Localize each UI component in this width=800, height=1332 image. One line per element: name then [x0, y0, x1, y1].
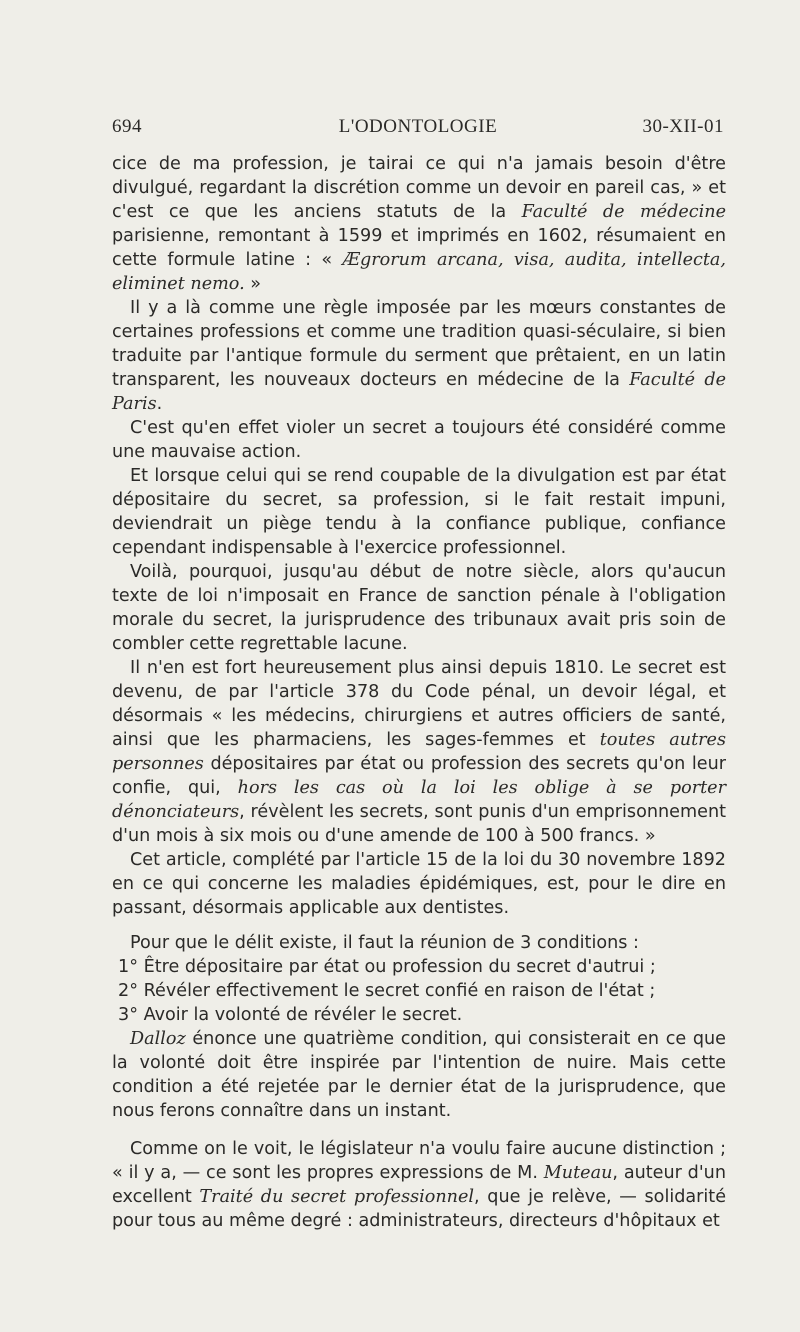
page-number: 694: [112, 116, 142, 137]
paragraph: [112, 1027, 726, 1123]
italic-text: Muteau: [543, 1163, 613, 1183]
condition-item: 3° Avoir la volonté de révéler le secret.: [118, 1005, 463, 1025]
text-run: »: [244, 274, 262, 294]
italic-text: Faculté de médecine: [521, 202, 726, 222]
paragraph: Et lorsque celui qui se rend coupable de la divulgation est par état dépositaire du secret, sa profession, si le fait restait impuni, deviendrait un piège tendu à la confiance publique, confiance cependant indispensable à l'exercice professionnel.: [112, 466, 726, 558]
paragraph: Pour que le délit existe, il faut la réunion de 3 conditions :: [130, 933, 639, 953]
journal-title: L'ODONTOLOGIE: [338, 116, 498, 137]
text-run: Il n'en est fort heureusement plus ainsi depuis 1810. Le secret est devenu, de par l'article 378 du Code pénal, un devoir légal, et désormais « les médecins, chirurgiens et autres officiers de santé, ainsi que les pharmaciens, les sages-femmes et: [112, 658, 726, 750]
running-header: [112, 116, 724, 142]
paragraph: [112, 296, 726, 416]
text-run: Comme on le voit, le législateur n'a voulu faire aucune distinction ; « il y a, — ce sont les propres expressions de M.: [112, 1139, 726, 1183]
text-run: , auteur d'un excellent: [112, 1163, 726, 1207]
italic-text: Traité du secret professionnel: [199, 1187, 475, 1207]
paragraph: Voilà, pourquoi, jusqu'au début de notre siècle, alors qu'aucun texte de loi n'imposait en France de sanction pénale à l'obligation morale du secret, la jurisprudence des tribunaux avait pris soin de combler cette regrettable lacune.: [112, 562, 726, 654]
body-text: [112, 152, 726, 1233]
paragraph: [112, 1137, 726, 1233]
text-run: cice de ma profession, je tairai ce qui n'a jamais besoin d'être divulgué, regardant la discrétion comme un devoir en pareil cas, » et c'est ce que les anciens statuts de la: [112, 154, 726, 222]
condition-item: 2° Révéler effectivement le secret confié en raison de l'état ;: [118, 981, 656, 1001]
text-run: dépositaires par état ou profession des secrets qu'on leur confie, qui,: [112, 754, 726, 798]
paragraph: Cet article, complété par l'article 15 de la loi du 30 novembre 1892 en ce qui concerne les maladies épidémiques, est, pour le dire en passant, désormais applicable aux dentistes.: [112, 850, 726, 918]
text-run: .: [156, 394, 163, 414]
text-run: Il y a là comme une règle imposée par les mœurs constantes de certaines professions et comme une tradition quasi-séculaire, si bien traduite par l'antique formule du serment que prêtaient, en un latin transparent, les nouveaux docteurs en médecine de la: [112, 298, 726, 390]
paragraph: C'est qu'en effet violer un secret a toujours été considéré comme une mauvaise action.: [112, 418, 726, 462]
text-run: énonce une quatrième condition, qui consisterait en ce que la volonté doit être inspirée par l'intention de nuire. Mais cette condition a été rejetée par le dernier état de la jurisprudence, que nous ferons connaître dans un instant.: [112, 1029, 726, 1121]
paragraph: [112, 656, 726, 848]
italic-text: toutes autres personnes: [112, 730, 726, 774]
text-run: , révèlent les secrets, sont punis d'un emprisonnement d'un mois à six mois ou d'une amende de 100 à 500 francs. »: [112, 802, 726, 846]
condition-item: 1° Être dépositaire par état ou profession du secret d'autrui ;: [118, 957, 656, 977]
latin-quote: Ægrorum arcana, visa, audita, intellecta, eliminet nemo.: [112, 250, 726, 294]
issue-date: 30-XII-01: [642, 116, 724, 137]
italic-text: hors les cas où la loi les oblige à se porter dénonciateurs: [112, 778, 726, 822]
italic-text: Faculté de Paris: [112, 370, 726, 414]
text-run: parisienne, remontant à 1599 et imprimés en 1602, résumaient en cette formule latine : «: [112, 226, 726, 270]
italic-text: Dalloz: [130, 1029, 186, 1049]
paragraph-continuation: [112, 152, 726, 296]
text-run: , que je relève, — solidarité pour tous au même degré : administrateurs, directeurs d'hôpitaux et: [112, 1187, 727, 1231]
